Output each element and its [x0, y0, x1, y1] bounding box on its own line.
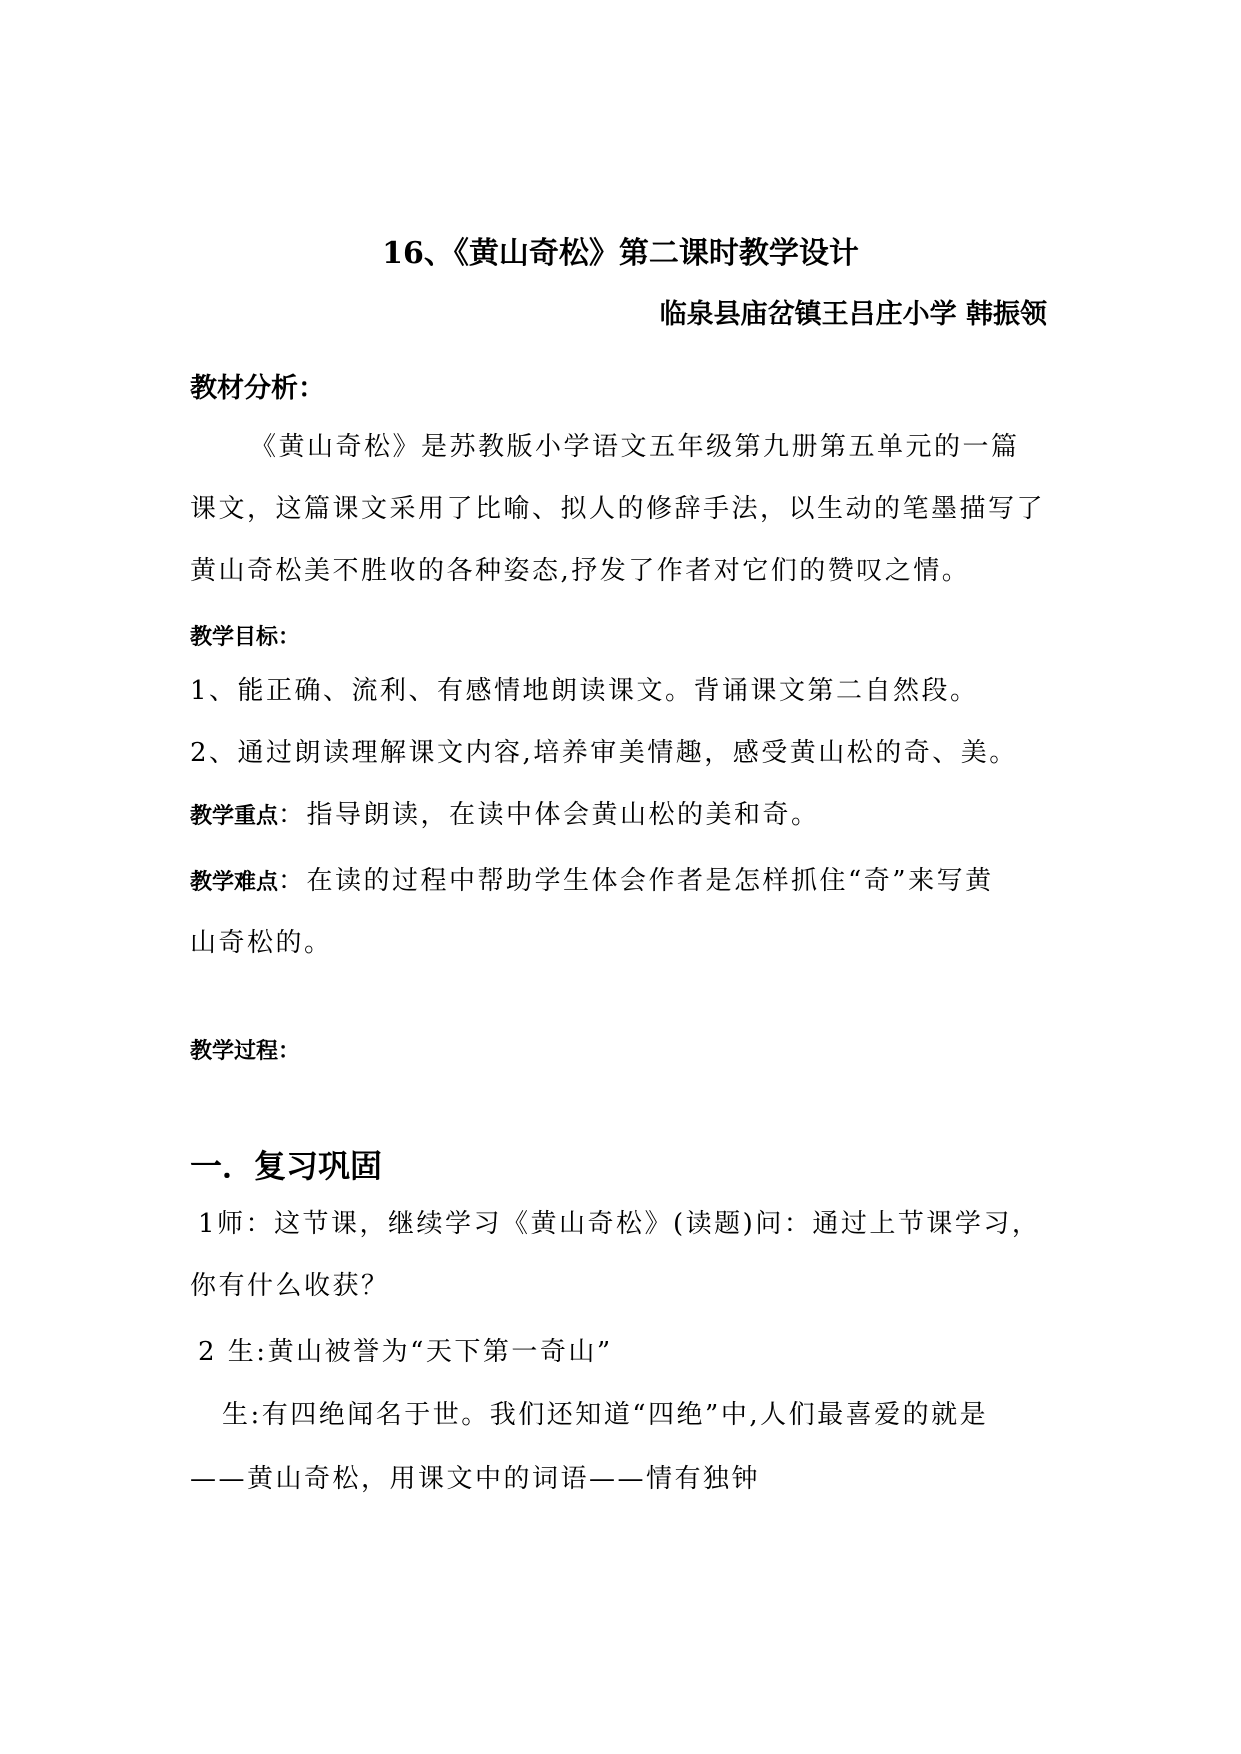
section-heading: 一．复习巩固 [190, 1147, 383, 1185]
goal-item-1: 1、能正确、流利、有感情地朗读课文。背诵课文第二自然段。 [190, 676, 979, 706]
analysis-label: 教材分析： [190, 373, 325, 404]
difficulty-text: ：在读的过程中帮助学生体会作者是怎样抓住“奇”来写黄 [278, 866, 994, 896]
key-point-text: ：指导朗读，在读中体会黄山松的美和奇。 [278, 800, 820, 830]
review-line-5: ——黄山奇松，用课文中的词语——情有独钟 [190, 1464, 761, 1494]
goals-label: 教学目标： [190, 624, 301, 650]
difficulty-line [190, 860, 994, 897]
author-line: 临泉县庙岔镇王吕庄小学 韩振领 [659, 299, 1047, 330]
goal-item-2: 2、通过朗读理解课文内容,培养审美情趣，感受黄山松的奇、美。 [190, 738, 1018, 768]
review-line-1: 1师：这节课，继续学习《黄山奇松》(读题)问：通过上节课学习， [198, 1209, 1041, 1239]
review-line-2: 你有什么收获？ [190, 1271, 390, 1301]
document-title: 16、《黄山奇松》第二课时教学设计 [382, 236, 859, 271]
key-point-line [190, 794, 820, 831]
key-point-label: 教学重点 [190, 803, 279, 829]
analysis-line-1: 《黄山奇松》是苏教版小学语文五年级第九册第五单元的一篇 [250, 432, 1020, 462]
review-line-4: 生:有四绝闻名于世。我们还知道“四绝”中,人们最喜爱的就是 [222, 1400, 989, 1430]
analysis-line-2: 课文，这篇课文采用了比喻、拟人的修辞手法，以生动的笔墨描写了 [190, 494, 1046, 524]
difficulty-label: 教学难点 [190, 869, 279, 895]
review-line-3: 2 生:黄山被誉为“天下第一奇山” [198, 1337, 613, 1367]
difficulty-line-cont: 山奇松的。 [190, 928, 333, 958]
process-label: 教学过程： [190, 1038, 301, 1064]
analysis-line-3: 黄山奇松美不胜收的各种姿态,抒发了作者对它们的赞叹之情。 [190, 556, 971, 586]
